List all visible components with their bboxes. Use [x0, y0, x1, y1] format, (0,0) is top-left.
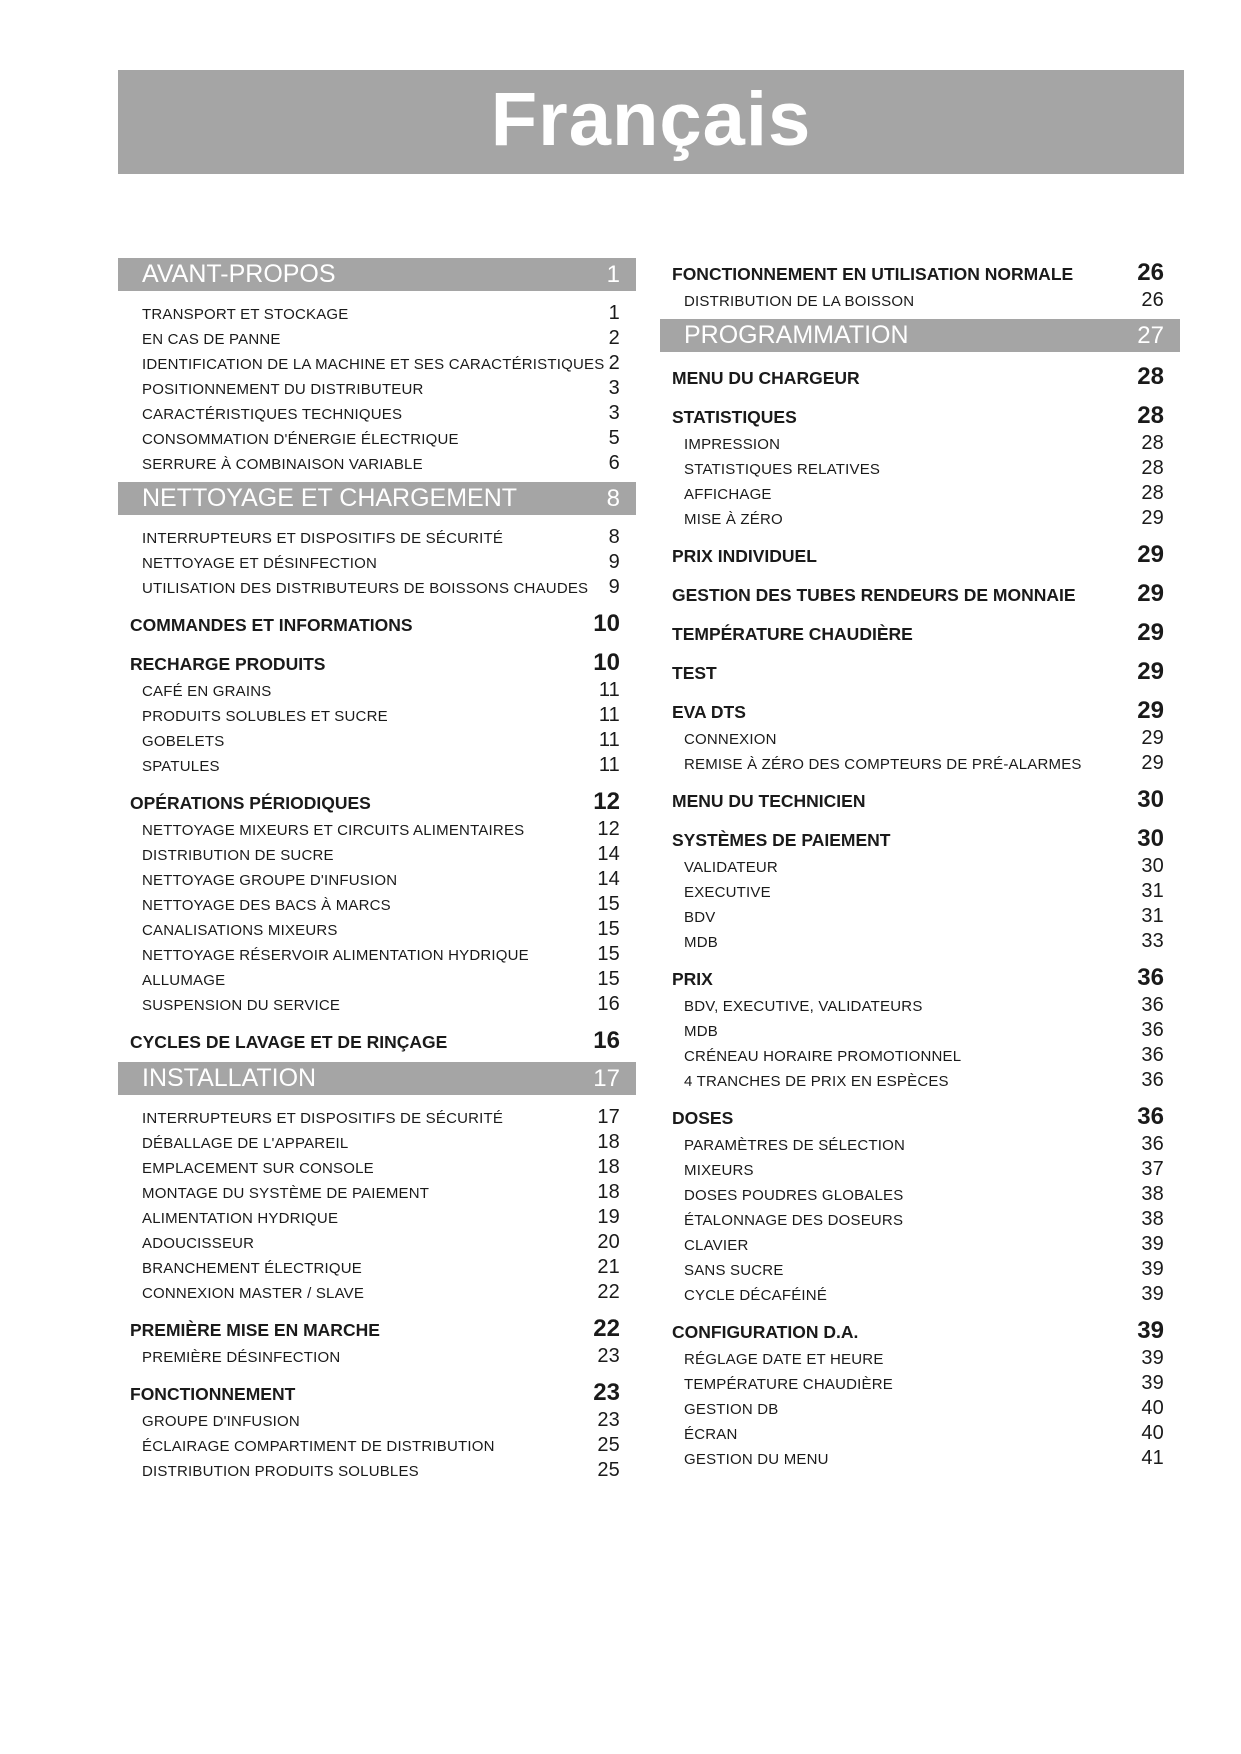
toc-entry-label: EN CAS DE PANNE	[142, 331, 281, 348]
toc-entry-label: GROUPE D'INFUSION	[142, 1413, 300, 1430]
toc-page-number: 29	[1137, 658, 1164, 685]
toc-entry-label: PROGRAMMATION	[684, 321, 909, 349]
toc-item-interrupteurs-et-dispositifs-de-securite[interactable]	[118, 1102, 636, 1127]
toc-item-gestion-db[interactable]	[660, 1393, 1180, 1418]
toc-page-number: 8	[606, 484, 620, 512]
toc-item-transport-et-stockage[interactable]	[118, 298, 636, 323]
toc-heading-systemes-de-paiement[interactable]	[660, 824, 1180, 851]
toc-entry-label: DISTRIBUTION PRODUITS SOLUBLES	[142, 1463, 419, 1480]
toc-entry-label: AVANT-PROPOS	[142, 260, 336, 288]
toc-entry-label: 4 TRANCHES DE PRIX EN ESPÈCES	[684, 1073, 949, 1090]
toc-page-number: 15	[597, 968, 620, 990]
toc-entry-label: INTERRUPTEURS ET DISPOSITIFS DE SÉCURITÉ	[142, 1110, 504, 1127]
toc-entry-label: FONCTIONNEMENT EN UTILISATION NORMALE	[672, 264, 1074, 284]
toc-heading-menu-du-chargeur[interactable]	[660, 362, 1180, 389]
toc-page-number: 9	[608, 576, 620, 598]
toc-page-number: 6	[608, 452, 620, 474]
toc-item-caracteristiques-techniques[interactable]	[118, 398, 636, 423]
toc-page-number: 28	[1141, 457, 1164, 479]
toc-entry-label: SPATULES	[142, 758, 220, 775]
toc-entry-label: BDV, EXECUTIVE, VALIDATEURS	[684, 998, 923, 1015]
toc-entry-label: DISTRIBUTION DE SUCRE	[142, 847, 334, 864]
toc-item-cafe-en-grains[interactable]	[118, 675, 636, 700]
toc-item-4-tranches-de-prix-en-especes[interactable]	[660, 1065, 1180, 1090]
toc-page-number: 29	[1137, 541, 1164, 568]
toc-section-installation[interactable]	[118, 1062, 636, 1095]
toc-item-branchement-electrique[interactable]	[118, 1252, 636, 1277]
toc-page-number: 36	[1141, 1069, 1164, 1091]
toc-item-nettoyage-reservoir-alimentation-hydrique[interactable]	[118, 939, 636, 964]
toc-entry-label: CONNEXION	[684, 731, 777, 748]
toc-page-number: 40	[1141, 1422, 1164, 1444]
toc-entry-label: COMMANDES ET INFORMATIONS	[130, 615, 413, 635]
toc-item-positionnement-du-distributeur[interactable]	[118, 373, 636, 398]
toc-heading-menu-du-technicien[interactable]	[660, 785, 1180, 812]
toc-item-gestion-du-menu[interactable]	[660, 1443, 1180, 1468]
toc-page-number: 17	[597, 1106, 620, 1128]
toc-entry-label: EXECUTIVE	[684, 884, 771, 901]
toc-item-connexion[interactable]	[660, 723, 1180, 748]
toc-page-number: 39	[1137, 1317, 1164, 1344]
toc-item-clavier[interactable]	[660, 1229, 1180, 1254]
toc-page-number: 36	[1141, 1044, 1164, 1066]
toc-entry-label: MENU DU CHARGEUR	[672, 368, 860, 388]
toc-entry-label: PREMIÈRE MISE EN MARCHE	[130, 1320, 380, 1340]
toc-page-number: 21	[597, 1256, 620, 1278]
toc-page-number: 16	[593, 1027, 620, 1054]
toc-entry-label: EVA DTS	[672, 702, 746, 722]
toc-item-suspension-du-service[interactable]	[118, 989, 636, 1014]
toc-page-number: 1	[608, 302, 620, 324]
toc-entry-label: ÉCRAN	[684, 1426, 738, 1443]
toc-entry-label: TEMPÉRATURE CHAUDIÈRE	[684, 1376, 893, 1393]
toc-section-programmation[interactable]	[660, 319, 1180, 352]
toc-item-mdb[interactable]	[660, 1015, 1180, 1040]
toc-left-column	[118, 258, 636, 1480]
toc-page-number: 29	[1141, 507, 1164, 529]
toc-heading-eva-dts[interactable]	[660, 696, 1180, 723]
toc-entry-label: EMPLACEMENT SUR CONSOLE	[142, 1160, 374, 1177]
toc-entry-label: INTERRUPTEURS ET DISPOSITIFS DE SÉCURITÉ	[142, 530, 504, 547]
toc-entry-label: RÉGLAGE DATE ET HEURE	[684, 1351, 884, 1368]
toc-page-number: 33	[1141, 930, 1164, 952]
toc-item-connexion-master-slave[interactable]	[118, 1277, 636, 1302]
toc-item-gobelets[interactable]	[118, 725, 636, 750]
toc-page-number: 29	[1137, 580, 1164, 607]
toc-item-nettoyage-mixeurs-et-circuits-alimentaires[interactable]	[118, 814, 636, 839]
toc-entry-label: CYCLE DÉCAFÉINÉ	[684, 1287, 828, 1304]
toc-item-doses-poudres-globales[interactable]	[660, 1179, 1180, 1204]
toc-entry-label: STATISTIQUES	[672, 407, 797, 427]
toc-entry-label: ÉTALONNAGE DES DOSEURS	[684, 1212, 904, 1229]
toc-page-number: 39	[1141, 1283, 1164, 1305]
toc-page-number: 15	[597, 893, 620, 915]
toc-entry-label: NETTOYAGE RÉSERVOIR ALIMENTATION HYDRIQUE	[142, 947, 529, 964]
toc-entry-label: AFFICHAGE	[684, 486, 772, 503]
toc-entry-label: MDB	[684, 1023, 718, 1040]
toc-entry-label: TRANSPORT ET STOCKAGE	[142, 306, 349, 323]
toc-item-distribution-de-la-boisson[interactable]	[660, 285, 1180, 310]
toc-page-number: 1	[606, 260, 620, 288]
toc-page-number: 23	[597, 1409, 620, 1431]
toc-entry-label: NETTOYAGE ET DÉSINFECTION	[142, 555, 378, 572]
toc-entry-label: MONTAGE DU SYSTÈME DE PAIEMENT	[142, 1185, 430, 1202]
toc-page-number: 17	[593, 1064, 620, 1092]
toc-page-number: 30	[1137, 786, 1164, 813]
toc-entry-label: TEMPÉRATURE CHAUDIÈRE	[672, 624, 913, 644]
toc-page-number: 23	[593, 1379, 620, 1406]
toc-page-number: 27	[1137, 321, 1164, 349]
toc-entry-label: FONCTIONNEMENT	[130, 1384, 296, 1404]
toc-item-distribution-produits-solubles[interactable]	[118, 1455, 636, 1480]
toc-item-sans-sucre[interactable]	[660, 1254, 1180, 1279]
toc-entry-label: DOSES	[672, 1108, 734, 1128]
toc-section-nettoyage-et-chargement[interactable]	[118, 482, 636, 515]
toc-page-number: 10	[593, 610, 620, 637]
toc-entry-label: IDENTIFICATION DE LA MACHINE ET SES CARACTÉRISTIQUES	[142, 356, 605, 373]
toc-entry-label: PRIX	[672, 969, 713, 989]
toc-item-en-cas-de-panne[interactable]	[118, 323, 636, 348]
toc-page-number: 16	[597, 993, 620, 1015]
toc-entry-label: CAFÉ EN GRAINS	[142, 683, 272, 700]
toc-entry-label: POSITIONNEMENT DU DISTRIBUTEUR	[142, 381, 424, 398]
toc-item-executive[interactable]	[660, 876, 1180, 901]
toc-page-number: 31	[1141, 880, 1164, 902]
toc-entry-label: CANALISATIONS MIXEURS	[142, 922, 338, 939]
toc-page-number: 3	[608, 377, 620, 399]
toc-page-number: 28	[1141, 432, 1164, 454]
toc-page-number: 39	[1141, 1258, 1164, 1280]
toc-page-number: 9	[608, 551, 620, 573]
toc-entry-label: ADOUCISSEUR	[142, 1235, 255, 1252]
toc-entry-label: NETTOYAGE ET CHARGEMENT	[142, 484, 518, 512]
toc-page-number: 36	[1141, 1019, 1164, 1041]
toc-heading-statistiques[interactable]	[660, 401, 1180, 428]
toc-entry-label: REMISE À ZÉRO DES COMPTEURS DE PRÉ-ALARMES	[684, 756, 1082, 773]
toc-page-number: 25	[597, 1459, 620, 1481]
toc-item-nettoyage-des-bacs-a-marcs[interactable]	[118, 889, 636, 914]
toc-item-mdb[interactable]	[660, 926, 1180, 951]
toc-item-parametres-de-selection[interactable]	[660, 1129, 1180, 1154]
toc-page-number: 39	[1141, 1347, 1164, 1369]
toc-item-affichage[interactable]	[660, 478, 1180, 503]
toc-entry-label: NETTOYAGE GROUPE D'INFUSION	[142, 872, 398, 889]
toc-page-number: 20	[597, 1231, 620, 1253]
toc-page-number: 11	[598, 679, 620, 701]
toc-entry-label: SANS SUCRE	[684, 1262, 784, 1279]
toc-entry-label: BDV	[684, 909, 716, 926]
toc-page-number: 11	[598, 704, 620, 726]
title-banner	[118, 70, 1184, 174]
toc-right-column	[660, 258, 1180, 1468]
toc-item-creneau-horaire-promotionnel[interactable]	[660, 1040, 1180, 1065]
toc-item-groupe-d-infusion[interactable]	[118, 1405, 636, 1430]
toc-entry-label: GESTION DES TUBES RENDEURS DE MONNAIE	[672, 585, 1076, 605]
toc-entry-label: MDB	[684, 934, 718, 951]
toc-heading-fonctionnement[interactable]	[118, 1378, 636, 1405]
toc-item-eclairage-compartiment-de-distribution[interactable]	[118, 1430, 636, 1455]
toc-entry-label: SYSTÈMES DE PAIEMENT	[672, 830, 891, 850]
toc-entry-label: OPÉRATIONS PÉRIODIQUES	[130, 793, 371, 813]
toc-item-bdv[interactable]	[660, 901, 1180, 926]
toc-entry-label: RECHARGE PRODUITS	[130, 654, 326, 674]
toc-item-cycle-decafeine[interactable]	[660, 1279, 1180, 1304]
toc-heading-commandes-et-informations[interactable]	[118, 609, 636, 636]
toc-item-distribution-de-sucre[interactable]	[118, 839, 636, 864]
toc-entry-label: GESTION DU MENU	[684, 1451, 829, 1468]
toc-page-number: 29	[1141, 752, 1164, 774]
toc-page-number: 22	[593, 1315, 620, 1342]
toc-page-number: 36	[1137, 1103, 1164, 1130]
toc-entry-label: CARACTÉRISTIQUES TECHNIQUES	[142, 406, 403, 423]
toc-item-produits-solubles-et-sucre[interactable]	[118, 700, 636, 725]
toc-page-number: 36	[1141, 1133, 1164, 1155]
toc-item-statistiques-relatives[interactable]	[660, 453, 1180, 478]
toc-entry-label: VALIDATEUR	[684, 859, 778, 876]
toc-entry-label: PRIX INDIVIDUEL	[672, 546, 817, 566]
toc-item-nettoyage-et-desinfection[interactable]	[118, 547, 636, 572]
toc-entry-label: TEST	[672, 663, 717, 683]
toc-page-number: 14	[597, 843, 620, 865]
toc-entry-label: NETTOYAGE MIXEURS ET CIRCUITS ALIMENTAIRES	[142, 822, 525, 839]
toc-page-number: 36	[1141, 994, 1164, 1016]
toc-heading-test[interactable]	[660, 657, 1180, 684]
toc-page-number: 30	[1141, 855, 1164, 877]
toc-entry-label: DOSES POUDRES GLOBALES	[684, 1187, 904, 1204]
toc-entry-label: CONFIGURATION D.A.	[672, 1322, 859, 1342]
toc-entry-label: CONSOMMATION D'ÉNERGIE ÉLECTRIQUE	[142, 431, 459, 448]
toc-page-number: 29	[1141, 727, 1164, 749]
toc-heading-prix[interactable]	[660, 963, 1180, 990]
toc-heading-recharge-produits[interactable]	[118, 648, 636, 675]
toc-entry-label: MISE À ZÉRO	[684, 511, 783, 528]
toc-heading-operations-periodiques[interactable]	[118, 787, 636, 814]
toc-entry-label: INSTALLATION	[142, 1064, 317, 1092]
toc-page-number: 14	[597, 868, 620, 890]
toc-heading-gestion-des-tubes-rendeurs-de-monnaie[interactable]	[660, 579, 1180, 606]
toc-entry-label: SUSPENSION DU SERVICE	[142, 997, 341, 1014]
toc-entry-label: MENU DU TECHNICIEN	[672, 791, 866, 811]
toc-item-bdv-executive-validateurs[interactable]	[660, 990, 1180, 1015]
toc-heading-cycles-de-lavage-et-de-rincage[interactable]	[118, 1026, 636, 1053]
toc-page-number: 29	[1137, 697, 1164, 724]
toc-item-remise-a-zero-des-compteurs-de-pre-alarmes[interactable]	[660, 748, 1180, 773]
toc-item-nettoyage-groupe-d-infusion[interactable]	[118, 864, 636, 889]
toc-page-number: 2	[608, 327, 620, 349]
toc-heading-doses[interactable]	[660, 1102, 1180, 1129]
toc-page-number: 18	[597, 1181, 620, 1203]
toc-entry-label: PRODUITS SOLUBLES ET SUCRE	[142, 708, 388, 725]
toc-page-number: 25	[597, 1434, 620, 1456]
toc-heading-configuration-d-a[interactable]	[660, 1316, 1180, 1343]
toc-item-serrure-a-combinaison-variable[interactable]	[118, 448, 636, 473]
toc-page-number: 11	[598, 754, 620, 776]
toc-page-number: 26	[1137, 259, 1164, 286]
toc-item-montage-du-systeme-de-paiement[interactable]	[118, 1177, 636, 1202]
toc-page-number: 5	[608, 427, 620, 449]
toc-item-canalisations-mixeurs[interactable]	[118, 914, 636, 939]
toc-page-number: 28	[1137, 363, 1164, 390]
toc-entry-label: MIXEURS	[684, 1162, 754, 1179]
toc-item-emplacement-sur-console[interactable]	[118, 1152, 636, 1177]
toc-page-number: 22	[597, 1281, 620, 1303]
toc-page-number: 39	[1141, 1233, 1164, 1255]
toc-heading-temperature-chaudiere[interactable]	[660, 618, 1180, 645]
toc-entry-label: CYCLES DE LAVAGE ET DE RINÇAGE	[130, 1032, 448, 1052]
toc-item-temperature-chaudiere[interactable]	[660, 1368, 1180, 1393]
toc-item-utilisation-des-distributeurs-de-boissons-chaudes[interactable]	[118, 572, 636, 597]
toc-entry-label: STATISTIQUES RELATIVES	[684, 461, 881, 478]
toc-entry-label: UTILISATION DES DISTRIBUTEURS DE BOISSONS CHAUDES	[142, 580, 589, 597]
toc-page-number: 38	[1141, 1183, 1164, 1205]
toc-item-mixeurs[interactable]	[660, 1154, 1180, 1179]
toc-page-number: 10	[593, 649, 620, 676]
toc-page-number: 36	[1137, 964, 1164, 991]
toc-heading-prix-individuel[interactable]	[660, 540, 1180, 567]
toc-page-number: 38	[1141, 1208, 1164, 1230]
toc-entry-label: ÉCLAIRAGE COMPARTIMENT DE DISTRIBUTION	[142, 1438, 495, 1455]
toc-heading-fonctionnement-en-utilisation-normale[interactable]	[660, 258, 1180, 285]
toc-entry-label: ALLUMAGE	[142, 972, 226, 989]
toc-page-number: 11	[598, 729, 620, 751]
toc-item-mise-a-zero[interactable]	[660, 503, 1180, 528]
toc-page-number: 2	[608, 352, 620, 374]
toc-entry-label: PARAMÈTRES DE SÉLECTION	[684, 1137, 906, 1154]
toc-item-consommation-d-energie-electrique[interactable]	[118, 423, 636, 448]
toc-entry-label: CONNEXION MASTER / SLAVE	[142, 1285, 365, 1302]
toc-item-identification-de-la-machine-et-ses-caracteristiques[interactable]	[118, 348, 636, 373]
toc-entry-label: DÉBALLAGE DE L'APPAREIL	[142, 1135, 349, 1152]
toc-item-reglage-date-et-heure[interactable]	[660, 1343, 1180, 1368]
toc-page-number: 19	[597, 1206, 620, 1228]
toc-page-number: 18	[597, 1131, 620, 1153]
toc-page-number: 8	[608, 526, 620, 548]
toc-item-ecran[interactable]	[660, 1418, 1180, 1443]
toc-entry-label: CLAVIER	[684, 1237, 749, 1254]
toc-page-number: 37	[1141, 1158, 1164, 1180]
toc-entry-label: SERRURE À COMBINAISON VARIABLE	[142, 456, 423, 473]
toc-page-number: 18	[597, 1156, 620, 1178]
toc-page-number: 39	[1141, 1372, 1164, 1394]
toc-page-number: 40	[1141, 1397, 1164, 1419]
toc-page-number: 28	[1137, 402, 1164, 429]
toc-page-number: 12	[597, 818, 620, 840]
toc-page-number: 41	[1141, 1447, 1164, 1469]
toc-item-alimentation-hydrique[interactable]	[118, 1202, 636, 1227]
toc-page-number: 29	[1137, 619, 1164, 646]
toc-page-number: 12	[593, 788, 620, 815]
toc-item-premiere-desinfection[interactable]	[118, 1341, 636, 1366]
toc-entry-label: NETTOYAGE DES BACS À MARCS	[142, 897, 391, 914]
toc-entry-label: GOBELETS	[142, 733, 225, 750]
toc-entry-label: BRANCHEMENT ÉLECTRIQUE	[142, 1260, 362, 1277]
toc-page-number: 30	[1137, 825, 1164, 852]
toc-item-impression[interactable]	[660, 428, 1180, 453]
toc-item-interrupteurs-et-dispositifs-de-securite[interactable]	[118, 522, 636, 547]
toc-page-number: 23	[597, 1345, 620, 1367]
toc-page-number: 15	[597, 918, 620, 940]
toc-section-avant-propos[interactable]	[118, 258, 636, 291]
page-title: Français	[490, 77, 812, 162]
toc-entry-label: IMPRESSION	[684, 436, 781, 453]
toc-item-validateur[interactable]	[660, 851, 1180, 876]
toc-item-deballage-de-l-appareil[interactable]	[118, 1127, 636, 1152]
toc-item-adoucisseur[interactable]	[118, 1227, 636, 1252]
toc-entry-label: ALIMENTATION HYDRIQUE	[142, 1210, 339, 1227]
toc-page-number: 28	[1141, 482, 1164, 504]
toc-entry-label: DISTRIBUTION DE LA BOISSON	[684, 293, 915, 310]
toc-entry-label: PREMIÈRE DÉSINFECTION	[142, 1349, 341, 1366]
toc-page-number: 26	[1141, 289, 1164, 311]
toc-page-number: 15	[597, 943, 620, 965]
toc-entry-label: CRÉNEAU HORAIRE PROMOTIONNEL	[684, 1048, 962, 1065]
toc-item-spatules[interactable]	[118, 750, 636, 775]
toc-item-etalonnage-des-doseurs[interactable]	[660, 1204, 1180, 1229]
toc-entry-label: GESTION DB	[684, 1401, 779, 1418]
toc-page-number: 3	[608, 402, 620, 424]
toc-page-number: 31	[1141, 905, 1164, 927]
toc-item-allumage[interactable]	[118, 964, 636, 989]
toc-heading-premiere-mise-en-marche[interactable]	[118, 1314, 636, 1341]
